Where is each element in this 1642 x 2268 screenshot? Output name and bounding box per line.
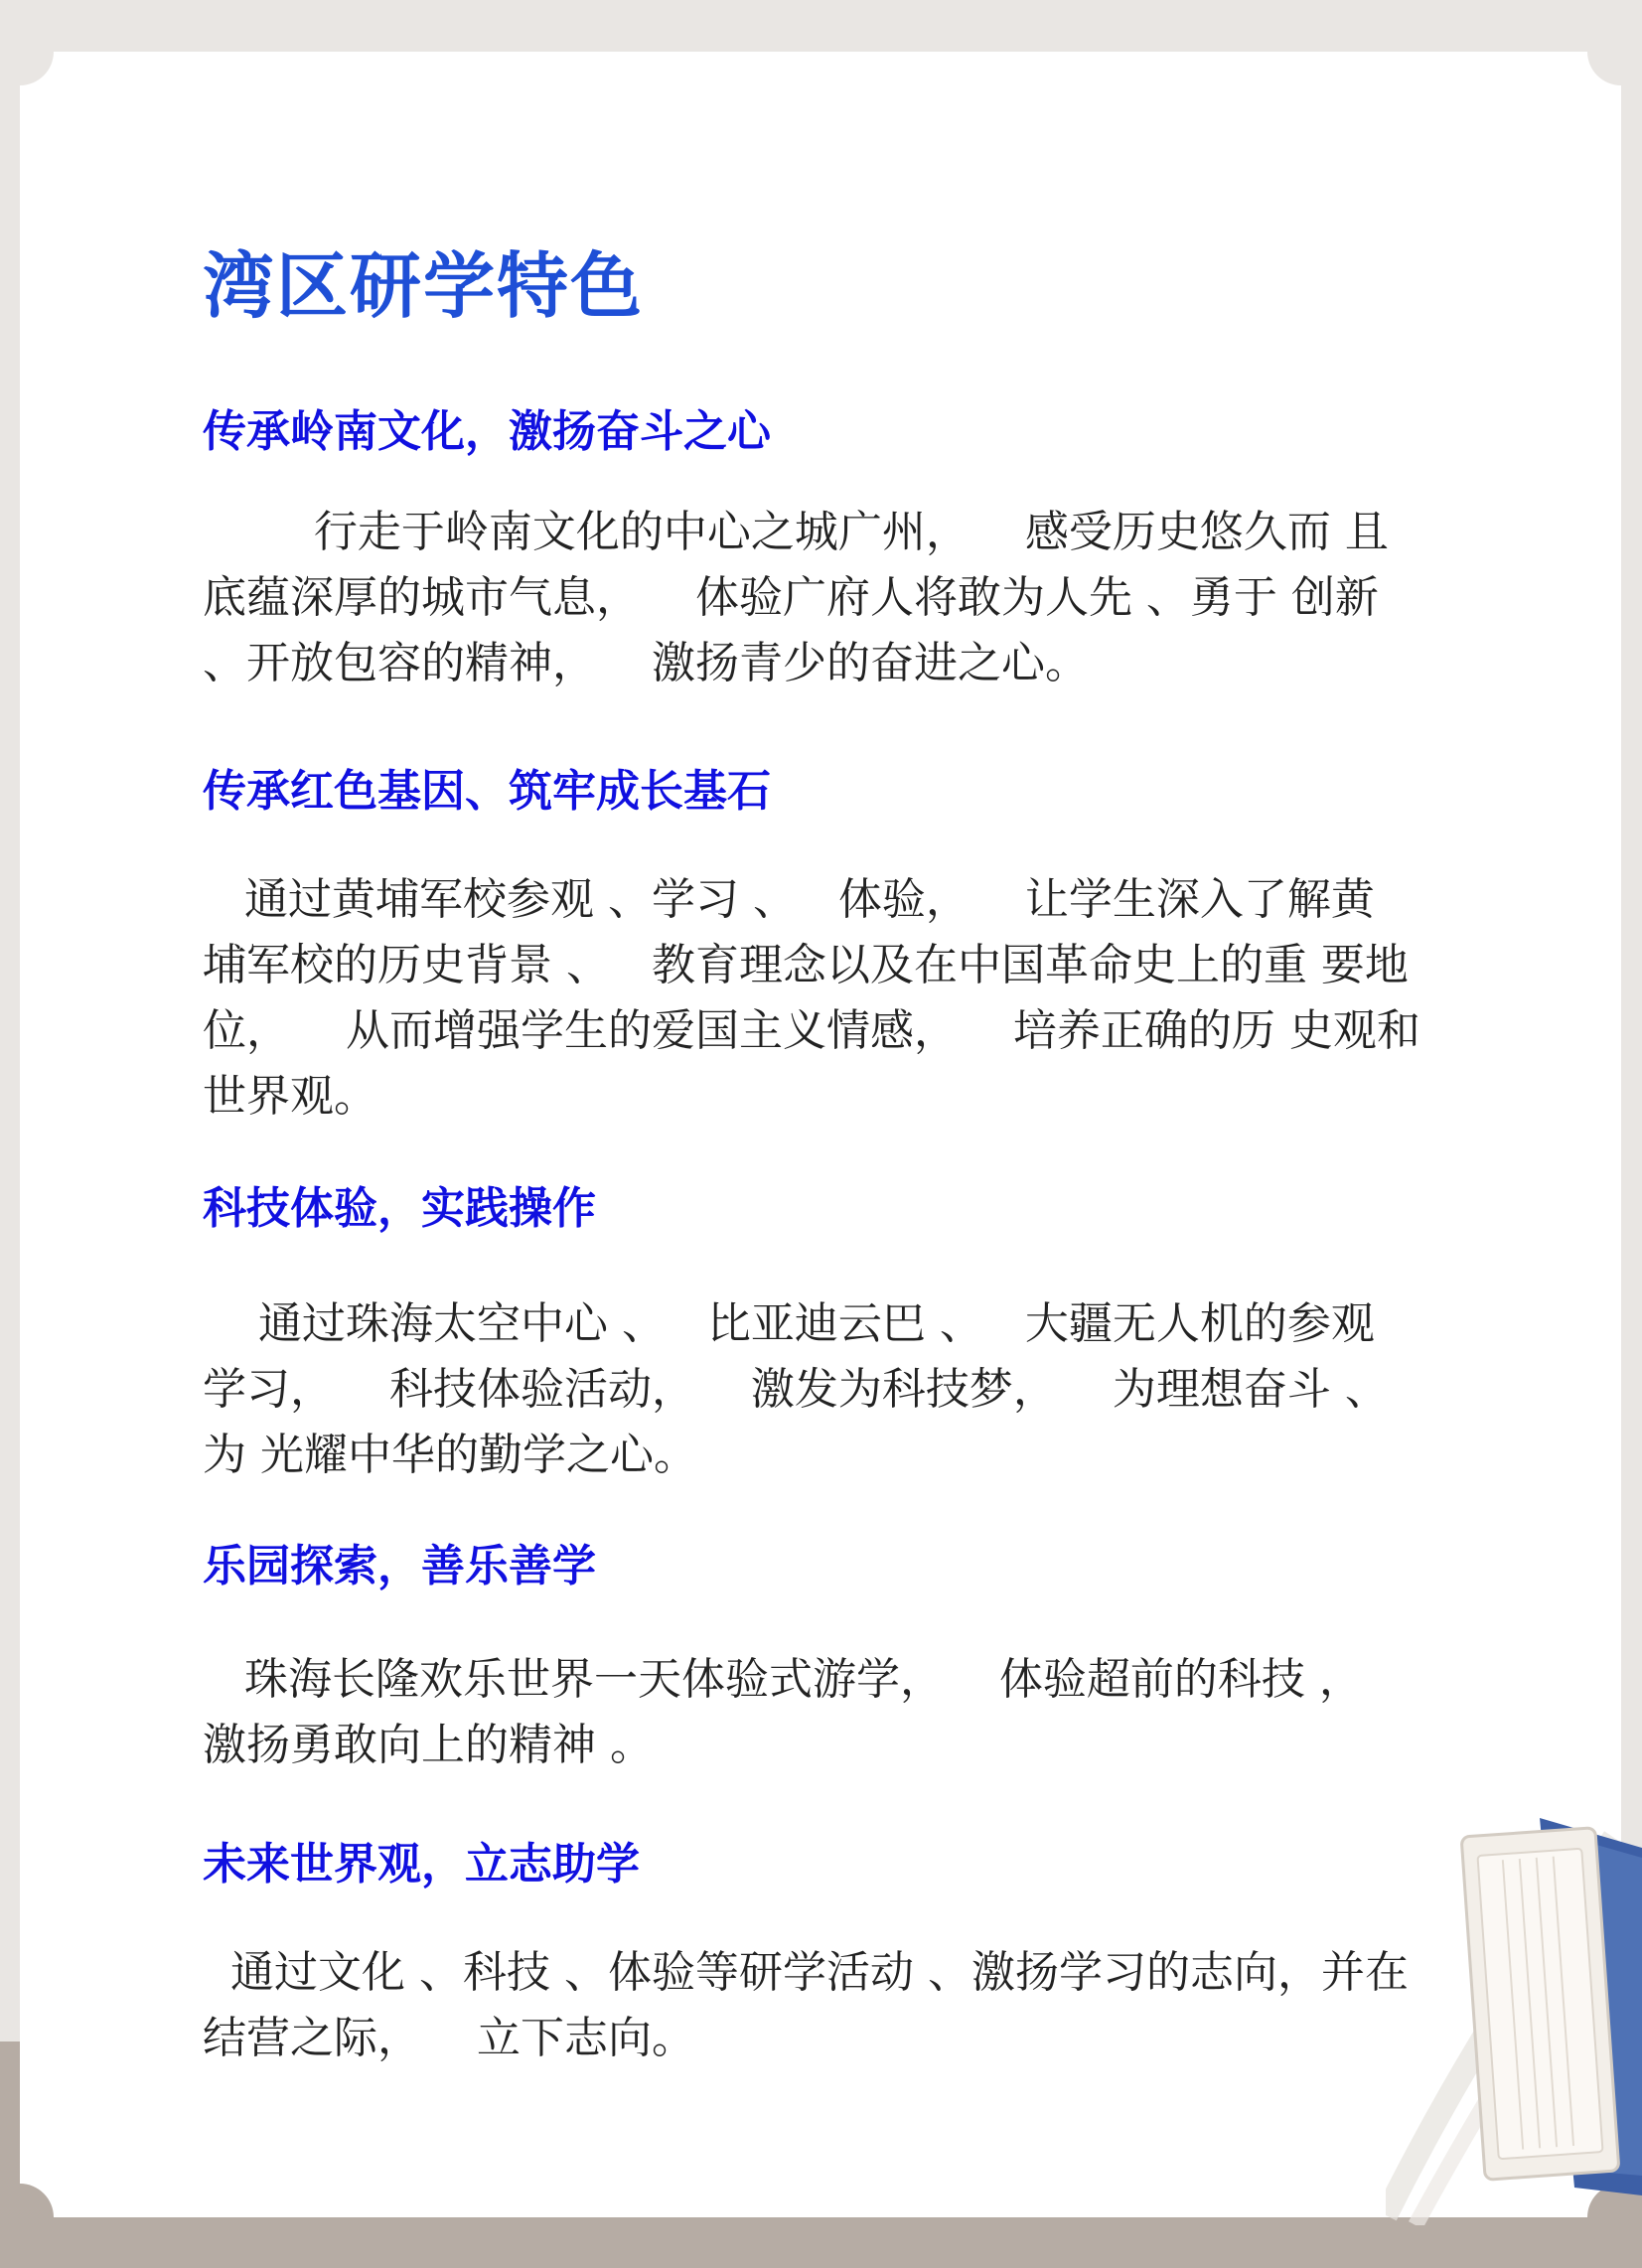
section-heading-park: 乐园探索，善乐善学 [203, 1541, 596, 1591]
section-heading-lingnan: 传承岭南文化，激扬奋斗之心 [203, 406, 771, 457]
card-corner-notch [1587, 18, 1642, 85]
section-heading-future: 未来世界观，立志助学 [203, 1839, 640, 1890]
content-card [20, 52, 1621, 2217]
section-body-park: 珠海长隆欢乐世界一天体验式游学， 体验超前的科技 ， 激扬勇敢向上的精神 。 [203, 1654, 1405, 1770]
section-body-red-gene: 通过黄埔军校参观 、学习 、 体验， 让学生深入了解黄 埔军校的历史背景 、 教育理念以及在中国革命史上的重 要地位， 从而增强学生的爱国主义情感， 培养正确的历 史观和世界观。 [203, 874, 1420, 1122]
section-heading-technology: 科技体验，实践操作 [203, 1183, 596, 1234]
card-corner-notch [0, 18, 54, 85]
book-illustration-icon [1386, 1798, 1642, 2225]
section-heading-red-gene: 传承红色基因、筑牢成长基石 [203, 766, 771, 817]
section-body-lingnan: 行走于岭南文化的中心之城广州， 感受历史悠久而 且底蕴深厚的城市气息， 体验广府人将敢为人先 、勇于 创新 、开放包容的精神， 激扬青少的奋进之心。 [203, 507, 1393, 688]
section-body-technology: 通过珠海太空中心 、 比亚迪云巴 、 大疆无人机的参观 学习， 科技体验活动， 激发为科技梦， 为理想奋斗 、 为 光耀中华的勤学之心。 [203, 1298, 1430, 1480]
section-body-future: 通过文化 、科技 、体验等研学活动 、激扬学习的志向，并在结营之际， 立下志向。 [203, 1947, 1409, 2063]
page-title: 湾区研学特色 [203, 243, 645, 328]
